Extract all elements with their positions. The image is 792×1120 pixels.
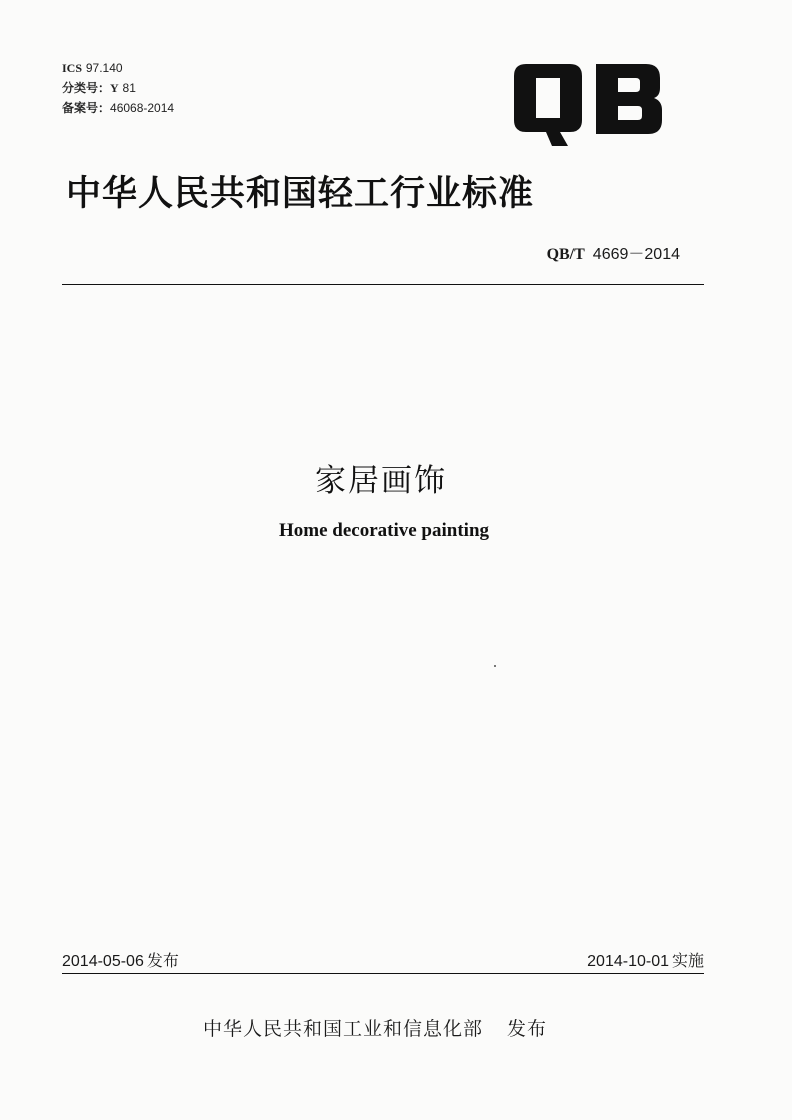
classification-label: 分类号： bbox=[62, 81, 111, 95]
top-divider bbox=[62, 284, 704, 285]
issuer-line bbox=[203, 1014, 547, 1041]
ics-label: ICS bbox=[62, 61, 83, 75]
classification-letter: Y bbox=[110, 81, 119, 95]
issuer-action: 发布 bbox=[507, 1018, 548, 1040]
publish-date: 2014-05-06 bbox=[62, 953, 144, 970]
document-title-en: Home decorative painting bbox=[278, 520, 490, 541]
classification-line bbox=[62, 78, 136, 98]
publish-label: 发布 bbox=[146, 951, 179, 970]
effective-label: 实施 bbox=[671, 951, 704, 970]
ics-line bbox=[62, 58, 123, 78]
standard-code-prefix: QB/T bbox=[546, 246, 585, 263]
scan-speck bbox=[494, 665, 496, 667]
document-title-cn: 家居画饰 bbox=[315, 463, 447, 499]
bottom-divider bbox=[62, 973, 704, 974]
record-label: 备案号： bbox=[62, 101, 111, 115]
qb-logo bbox=[508, 52, 668, 152]
effective-date-line bbox=[587, 948, 704, 971]
standard-code bbox=[547, 241, 680, 264]
ics-value: 97.140 bbox=[85, 61, 123, 75]
standard-code-number: 4669－2014 bbox=[592, 246, 680, 263]
publish-date-line bbox=[62, 948, 179, 971]
record-value: 46068-2014 bbox=[110, 101, 175, 115]
record-line bbox=[62, 98, 174, 118]
effective-date: 2014-10-01 bbox=[587, 953, 669, 970]
main-title: 中华人民共和国轻工行业标准 bbox=[66, 174, 535, 214]
issuer-organization: 中华人民共和国工业和信息化部 bbox=[203, 1018, 484, 1040]
classification-number: 81 bbox=[122, 81, 136, 95]
